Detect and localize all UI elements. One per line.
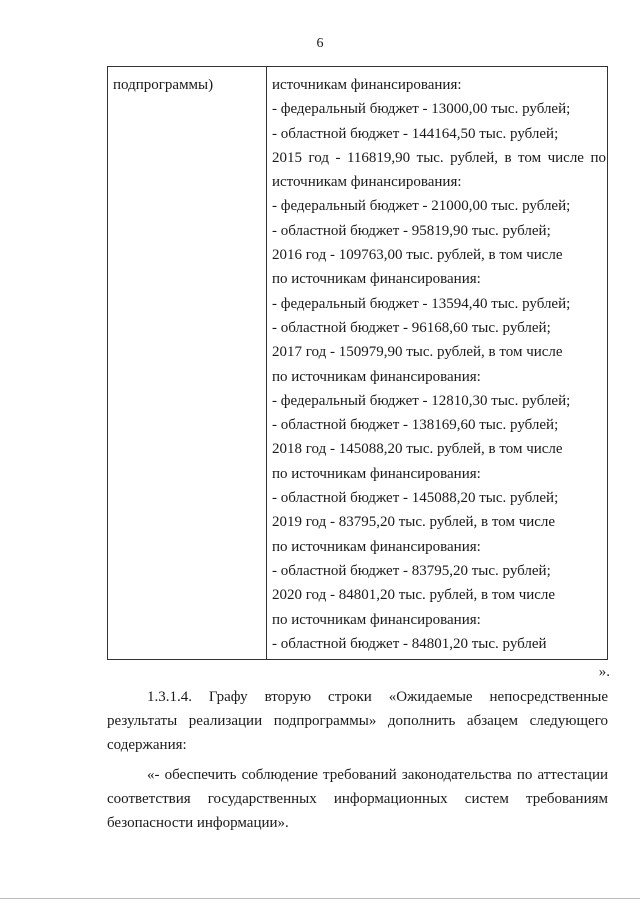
paragraph-line: 1.3.1.4. Графу вторую строки «Ожидаемые непосредственные (147, 689, 608, 705)
paragraph-line: результаты реализации подпрограммы» дополнить абзацем следующего (107, 713, 608, 729)
financing-line: - федеральный бюджет - 21000,00 тыс. рублей; (272, 198, 571, 215)
table-column-divider (266, 66, 267, 660)
financing-line: - федеральный бюджет - 13594,40 тыс. рублей; (272, 295, 571, 312)
financing-line: по источникам финансирования: (272, 271, 481, 288)
financing-line: 2015 год - 116819,90 тыс. рублей, в том числе по (272, 149, 606, 166)
financing-line: 2020 год - 84801,20 тыс. рублей, в том числе (272, 587, 556, 604)
page-bottom-edge (0, 898, 640, 899)
financing-line: - федеральный бюджет - 12810,30 тыс. рублей; (272, 392, 571, 409)
paragraph-line: содержания: (107, 737, 187, 753)
financing-line: - областной бюджет - 144164,50 тыс. рублей; (272, 125, 559, 142)
paragraph-line: соответствия государственных информационных систем требованиям (107, 791, 608, 807)
quoted-paragraph (107, 763, 608, 835)
financing-line: - областной бюджет - 83795,20 тыс. рублей; (272, 562, 551, 579)
financing-line: источникам финансирования: (272, 77, 462, 93)
financing-line: - областной бюджет - 138169,60 тыс. рублей; (272, 417, 559, 434)
financing-line: 2018 год - 145088,20 тыс. рублей, в том числе (272, 441, 563, 458)
financing-line: 2019 год - 83795,20 тыс. рублей, в том числе (272, 514, 556, 531)
financing-line: по источникам финансирования: (272, 538, 481, 555)
financing-line: по источникам финансирования: (272, 465, 481, 482)
financing-line: - областной бюджет - 95819,90 тыс. рублей; (272, 222, 551, 239)
table-left-cell: подпрограммы) (113, 77, 214, 93)
financing-line: 2017 год - 150979,90 тыс. рублей, в том числе (272, 344, 563, 361)
paragraph-line: «- обеспечить соблюдение требований законодательства по аттестации (147, 767, 608, 783)
financing-line: - областной бюджет - 84801,20 тыс. рублей (272, 635, 547, 652)
amendment-paragraph (107, 685, 608, 757)
table-right-cell (272, 73, 606, 656)
financing-line: 2016 год - 109763,00 тыс. рублей, в том числе (272, 247, 563, 264)
page-number: 6 (316, 36, 324, 51)
financing-line: - областной бюджет - 96168,60 тыс. рублей; (272, 319, 551, 336)
financing-line: по источникам финансирования: (272, 611, 481, 628)
financing-line: источникам финансирования: (272, 174, 462, 191)
financing-line: по источникам финансирования: (272, 368, 481, 385)
financing-line: - областной бюджет - 145088,20 тыс. рублей; (272, 490, 559, 507)
closing-quote: ». (598, 664, 610, 680)
paragraph-line: безопасности информации». (107, 815, 289, 831)
financing-line: - федеральный бюджет - 13000,00 тыс. рублей; (272, 101, 571, 118)
